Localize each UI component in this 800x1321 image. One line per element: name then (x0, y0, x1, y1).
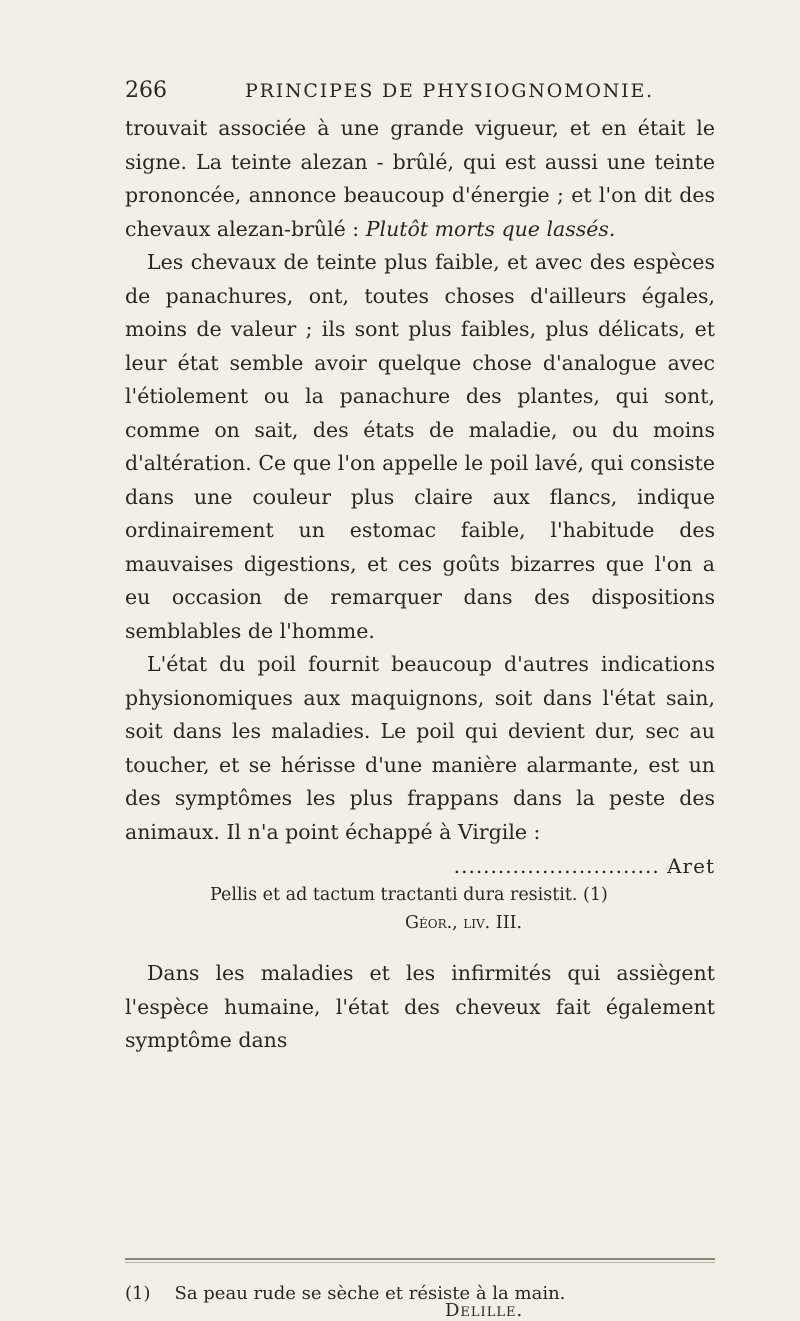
footnote-rule (125, 1258, 715, 1260)
paragraph-2: Les chevaux de teinte plus faible, et avec des espèces de panachures, ont, toutes choses d'ailleurs égales, moins de valeur ; ils sont plus faibles, plus délicats, et leur état semble avoir quelque chose d'analogue avec l'étiolement ou la panachure des plantes, qui sont, comme on sait, des états de maladie, ou du moins d'altération. Ce que l'on appelle le poil lavé, qui consiste dans une couleur plus claire aux flancs, indique ordinairement un estomac faible, l'habitude des mauvaises digestions, et ces goûts bizarres que l'on a eu occasion de remarquer dans des dispositions semblables de l'homme. (125, 250, 715, 643)
paragraph-3: L'état du poil fournit beaucoup d'autres indications physionomiques aux maquignons, soit dans l'état sain, soit dans les maladies. Le poil qui devient dur, sec au toucher, et se hérisse d'une manière alarmante, est un des symptômes les plus frappans dans la peste des animaux. Il n'a point échappé à Virgile : (125, 652, 715, 844)
latin-verse: Pellis et ad tactum tractanti dura resistit. (1) (210, 885, 608, 905)
page-body (125, 112, 715, 1058)
running-title: PRINCIPES DE PHYSIOGNOMONIE. (245, 80, 654, 102)
paragraph-4: Dans les maladies et les infirmités qui assiègent l'espèce humaine, l'état des cheveux fait également symptôme dans (125, 961, 715, 1052)
footnote-mark: (1) (125, 1283, 151, 1304)
page-header (125, 78, 710, 108)
verse-citation: Géor., liv. III. (405, 913, 523, 933)
footnote-rule-thin (125, 1262, 715, 1263)
page-number: 266 (125, 78, 167, 103)
spacer (125, 937, 715, 957)
footnote (125, 1280, 715, 1308)
verse-dots: ............................ Aret (453, 854, 715, 878)
paragraph-1-text: trouvait associée à une grande vigueur, et en était le signe. La teinte alezan - brûlé, qui est aussi une teinte prononcée, annonce beaucoup d'énergie ; et l'on dit des chevaux alezan-brûlé : (125, 116, 715, 241)
paragraph-1 (125, 112, 715, 246)
italic-quote: Plutôt morts que lassés. (365, 216, 616, 241)
footnote-author: Delille. (445, 1300, 524, 1321)
footnote-text: Sa peau rude se sèche et résiste à la main. (174, 1283, 566, 1304)
